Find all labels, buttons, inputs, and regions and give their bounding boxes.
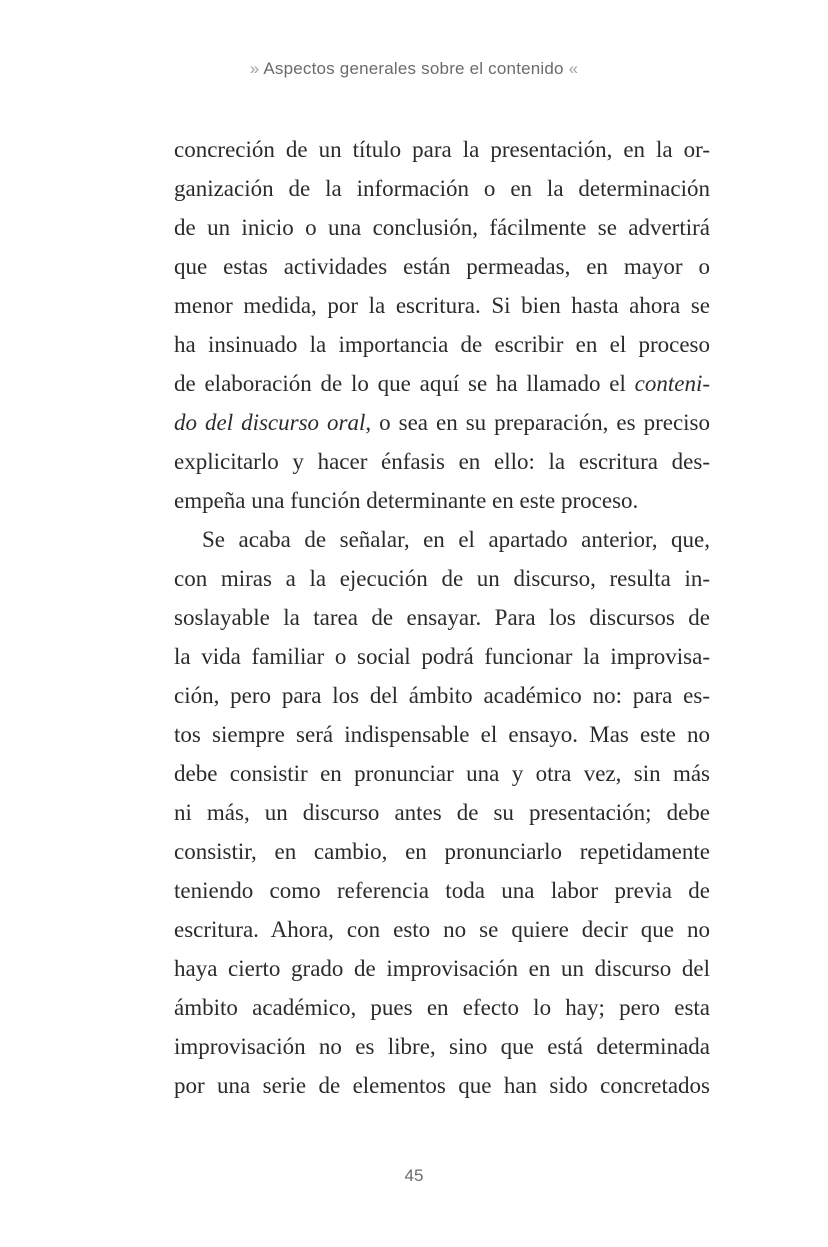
header-open-mark: » xyxy=(249,59,260,78)
italic-term: conteni- xyxy=(634,371,710,396)
text-line: la vida familiar o social podrá funcionar la improvisa- xyxy=(174,644,710,669)
text-line: Se acaba de señalar, en el apartado anterior, que, xyxy=(202,527,710,552)
text-line: de un inicio o una conclusión, fácilmente se advertirá xyxy=(174,215,710,240)
text-line: escritura. Ahora, con esto no se quiere decir que no xyxy=(174,917,710,942)
text-segment: de elaboración de lo que aquí se ha llamado el xyxy=(174,371,635,396)
text-line: soslayable la tarea de ensayar. Para los discursos de xyxy=(174,605,710,630)
italic-term: do del discurso oral xyxy=(174,410,366,435)
text-line: haya cierto grado de improvisación en un discurso del xyxy=(174,956,710,981)
text-line: explicitarlo y hacer énfasis en ello: la escritura des- xyxy=(174,449,710,474)
text-line: ción, pero para los del ámbito académico no: para es- xyxy=(174,683,710,708)
text-line: ni más, un discurso antes de su presentación; debe xyxy=(174,800,710,825)
text-line: menor medida, por la escritura. Si bien hasta ahora se xyxy=(174,293,710,318)
page-number: 45 xyxy=(404,1166,424,1185)
header-title: Aspectos generales sobre el contenido xyxy=(263,59,564,78)
text-line: concreción de un título para la presentación, en la or- xyxy=(174,137,710,162)
text-line: tos siempre será indispensable el ensayo. Mas este no xyxy=(174,722,710,747)
text-line: que estas actividades están permeadas, en mayor o xyxy=(174,254,710,279)
text-line: improvisación no es libre, sino que está determinada xyxy=(174,1034,710,1059)
text-line: debe consistir en pronunciar una y otra vez, sin más xyxy=(174,761,710,786)
text-segment: , o sea en su preparación, es preciso xyxy=(365,410,710,435)
running-header xyxy=(0,57,828,81)
text-line: ha insinuado la importancia de escribir en el proceso xyxy=(174,332,710,357)
text-line: consistir, en cambio, en pronunciarlo repetidamente xyxy=(174,839,710,864)
text-line xyxy=(174,364,710,403)
text-line: ganización de la información o en la determinación xyxy=(174,176,710,201)
text-line: con miras a la ejecución de un discurso, resulta in- xyxy=(174,566,710,591)
paragraph-2 xyxy=(174,520,710,1105)
body-text xyxy=(174,130,710,1105)
header-close-mark: « xyxy=(568,59,579,78)
text-line: teniendo como referencia toda una labor previa de xyxy=(174,878,710,903)
paragraph-1 xyxy=(174,130,710,520)
text-line: por una serie de elementos que han sido concretados xyxy=(174,1073,710,1098)
text-line: ámbito académico, pues en efecto lo hay; pero esta xyxy=(174,995,710,1020)
text-line xyxy=(174,403,710,442)
text-line: empeña una función determinante en este proceso. xyxy=(174,488,639,513)
